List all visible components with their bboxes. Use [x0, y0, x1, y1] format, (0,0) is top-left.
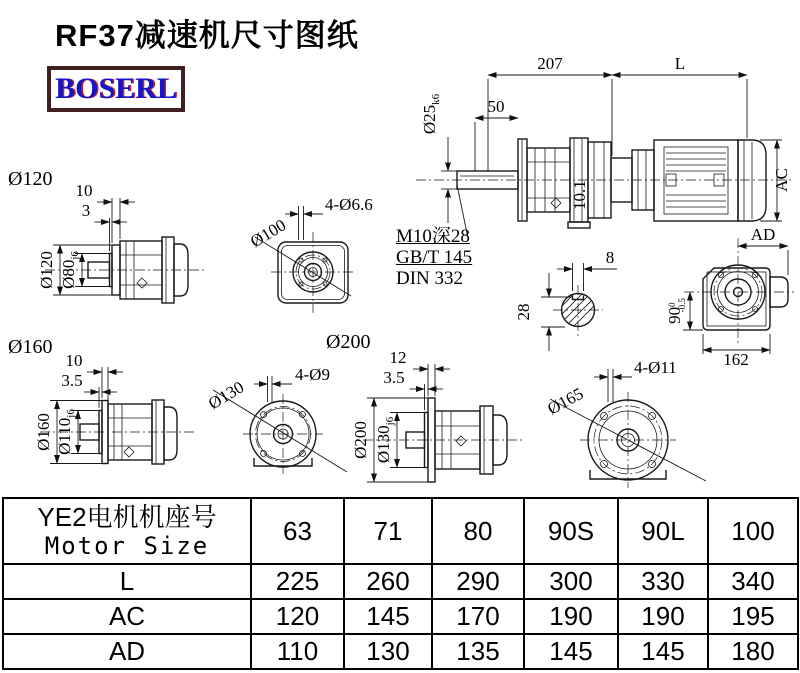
col-header-100: 100	[708, 498, 798, 564]
section-dimension-lines	[541, 263, 617, 351]
flange200-dimension-lines	[367, 364, 450, 482]
std-din332: DIN 332	[396, 268, 464, 289]
flange160-dia-label: Ø160	[34, 413, 53, 451]
section-height-label: 28	[514, 303, 533, 321]
flange160-spigot-tol: j6	[65, 409, 77, 418]
front-view-100	[235, 192, 385, 327]
AD-71: 130	[344, 634, 432, 669]
L-80: 290	[432, 564, 524, 599]
AC-90s: 190	[524, 599, 618, 634]
motor-size-table	[2, 497, 799, 670]
dim-90-value: 90	[665, 306, 684, 324]
flange120-spigot-dia-value: Ø80	[59, 259, 78, 289]
section-hatching	[522, 250, 610, 338]
header-cn: YE2电机机座号	[37, 502, 217, 532]
dim-10-1-label: 10.1	[570, 180, 589, 210]
rear-view-drawing	[638, 225, 800, 370]
col-header-90l: 90L	[618, 498, 708, 564]
AD-90l: 145	[618, 634, 708, 669]
flange200-side-view	[318, 332, 528, 497]
front-view-165	[522, 358, 717, 502]
flange200-spigot-dia-label	[374, 416, 396, 463]
flange160-spigot-depth-label: 3.5	[61, 371, 83, 390]
section-center-lines	[553, 285, 603, 336]
flange200-spigot-dia-value: Ø130	[374, 425, 393, 464]
front165-bolt-circle-label: Ø165	[544, 383, 587, 419]
AD-80: 135	[432, 634, 524, 669]
header-motor-size-cell	[3, 498, 251, 564]
flange200-spigot-depth-label: 3.5	[383, 368, 405, 387]
L-71: 260	[344, 564, 432, 599]
row-label-L: L	[3, 564, 251, 599]
L-90l: 330	[618, 564, 708, 599]
table-header-row	[3, 498, 798, 564]
dim-L-label: L	[674, 54, 686, 73]
main-side-view-drawing	[408, 52, 800, 240]
L-63: 225	[251, 564, 344, 599]
page-title: RF37减速机尺寸图纸	[55, 18, 359, 53]
flange160-spigot-dia-value: Ø110	[55, 417, 74, 455]
col-header-80: 80	[432, 498, 524, 564]
table-row-AC	[3, 599, 798, 634]
logo-text: BOSERL	[55, 72, 177, 105]
header-en: Motor Size	[44, 532, 210, 560]
AC-71: 145	[344, 599, 432, 634]
col-header-71: 71	[344, 498, 432, 564]
front100-holes-label: 4-Ø6.6	[325, 195, 373, 214]
flange120-dia-label: Ø120	[37, 251, 56, 289]
dim-90-label	[665, 298, 687, 324]
rear-dimension-lines	[683, 246, 788, 354]
dim-90-tol-upper: 0	[667, 302, 677, 307]
std-gbt145: GB/T 145	[396, 247, 473, 268]
front100-bolt-circle-label: Ø100	[247, 215, 290, 252]
AC-100: 195	[708, 599, 798, 634]
flange120-thickness-label: 10	[75, 181, 93, 200]
AD-90s: 145	[524, 634, 618, 669]
flange160-title: Ø160	[8, 336, 53, 358]
AD-100: 180	[708, 634, 798, 669]
flange200-thickness-label: 12	[389, 348, 407, 367]
tap-hole-note	[396, 226, 472, 289]
shaft-dia-value: Ø25	[420, 104, 439, 135]
table-row-L	[3, 564, 798, 599]
L-100: 340	[708, 564, 798, 599]
front130-holes-label: 4-Ø9	[295, 365, 330, 384]
dim-AD-label: AD	[750, 225, 776, 244]
front165-holes-label: 4-Ø11	[634, 358, 677, 377]
flange120-spigot-depth-label: 3	[81, 201, 91, 220]
dim-50-label: 50	[487, 97, 505, 116]
flange200-dia-label: Ø200	[351, 421, 370, 459]
flange120-side-view	[0, 165, 235, 315]
flange120-spigot-dia-label	[59, 251, 81, 289]
tap-note-m10: M10深28	[396, 226, 470, 247]
AC-63: 120	[251, 599, 344, 634]
flange200-spigot-tol: j6	[384, 416, 396, 426]
rear-outline	[703, 265, 788, 330]
gearmotor-outline	[457, 138, 766, 228]
AC-80: 170	[432, 599, 524, 634]
front130-bolt-circle-label: Ø130	[205, 377, 248, 414]
dim-90-tol-lower: -0.5	[677, 298, 687, 313]
shaft-dia-tolerance: k6	[430, 93, 442, 105]
flange120-title: Ø120	[8, 168, 53, 190]
boserl-logo	[47, 66, 185, 112]
AC-90l: 190	[618, 599, 708, 634]
dim-AC-label: AC	[772, 168, 791, 192]
col-header-90s: 90S	[524, 498, 618, 564]
shaft-dia-label	[420, 93, 442, 134]
flange160-thickness-label: 10	[65, 351, 83, 370]
col-header-63: 63	[251, 498, 344, 564]
table-row-AD	[3, 634, 798, 669]
dim-162-label: 162	[723, 350, 749, 369]
front130-center-lines	[243, 394, 323, 474]
dim-207-label: 207	[537, 54, 563, 73]
L-90s: 300	[524, 564, 618, 599]
flange120-spigot-tol: j6	[69, 251, 81, 260]
flange160-spigot-dia-label	[55, 409, 77, 455]
rear-center-lines	[684, 238, 794, 344]
flange200-title: Ø200	[326, 331, 371, 353]
AD-63: 110	[251, 634, 344, 669]
row-label-AC: AC	[3, 599, 251, 634]
key-width-label: 8	[605, 248, 615, 267]
row-label-AD: AD	[3, 634, 251, 669]
